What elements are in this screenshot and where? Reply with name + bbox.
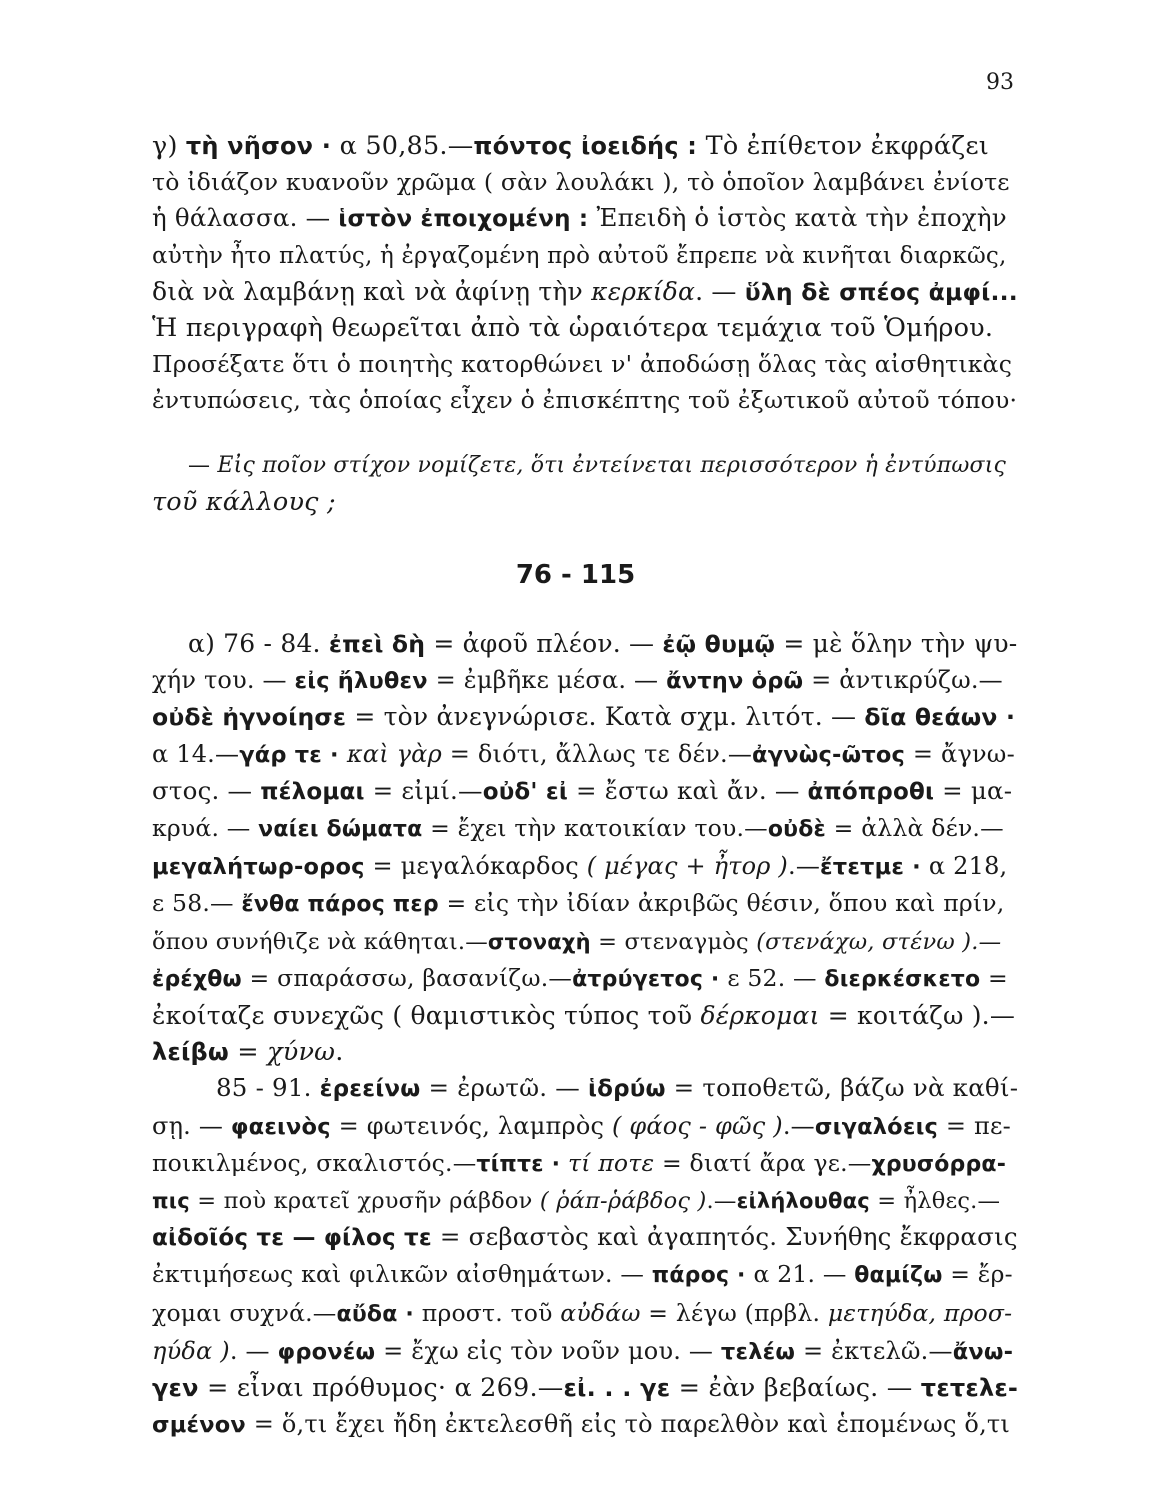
line-text: α 218, [928,852,1008,881]
line-text: Ἡ περιγραφὴ θεωρεῖται ἀπὸ τὰ ὡραιότερα τεμάχια τοῦ Ὁμήρου. [152,313,994,344]
line-text: ἡ θάλασσα. — [152,203,339,233]
page-number: 93 [986,70,1014,95]
text-line [152,1034,1018,1070]
lemma-term: τετελε- [920,1374,1019,1403]
line-text: στος. — [152,775,261,805]
text-line [152,848,1018,885]
line-text: — [188,453,218,478]
lemma-term: τελέω [720,1338,796,1365]
lemma-term: ἔνθα πάρος περ [241,892,439,918]
lemma-term: πόντος ἰοειδής : [473,132,706,160]
lemma-term: γάρ τε · [239,741,347,768]
line-text: . — [229,1336,278,1365]
text-line [152,484,1018,520]
line-text: = φωτεινός, λαμπρὸς [330,1111,612,1140]
italic-text: δέρκομαι [700,1001,820,1031]
text-line [152,1370,1018,1406]
text-line [152,1183,1018,1219]
lemma-term: ναίει δώματα [258,817,423,843]
italic-text: (στενάχω, στένω ).— [756,928,1002,955]
line-text: = τοποθετῶ, βάζω νὰ καθί- [665,1073,1019,1103]
line-text: = σεβαστὸς καὶ ἀγαπητός. Συνήθης ἔκφρασις [431,1222,1018,1252]
text-line [152,960,1018,998]
line-text: = ὅ,τι ἔχει ἤδη ἐκτελεσθῆ εἰς τὸ παρελθὸν καὶ ἑπομένως ὅ,τι [245,1410,1010,1439]
italic-text: ( φάος - φῶς ) [611,1111,783,1140]
lemma-term: φρονέω [277,1338,376,1365]
line-text: = ἀλλὰ δέν.— [826,814,1004,843]
text-line [152,274,1018,310]
lemma-term: φαεινὸς [230,1113,331,1140]
line-text: χήν του. — [152,666,295,695]
text-line [152,1295,1018,1333]
line-text: τὸ ἰδιάζον κυανοῦν χρῶμα ( σὰν λουλάκι ), τὸ ὁποῖον λαμβάνει ἐνίοτε [152,168,1010,197]
line-text: = ἐμβῆκε μέσα. — [427,666,667,695]
line-text: ἐντυπώσεις, τὰς ὁποίας εἶχεν ὁ ἐπισκέπτης τοῦ ἐξωτικοῦ αὐτοῦ τόπου· [152,386,1018,415]
line-text: 85 - 91. [216,1073,320,1103]
line-text: σῃ. — [152,1111,231,1140]
text-line [152,1333,1018,1370]
lemma-term: ἔτετμε · [820,854,929,881]
lemma-term: μεγαλήτωρ-ορος [152,854,365,881]
line-text: = διατί ἄρα γε.— [654,1148,872,1177]
lemma-term: χρυσόρρα- [871,1151,1007,1177]
lemma-term: πις [152,1189,190,1214]
lemma-term: στοναχὴ [487,929,591,954]
line-text: = μα- [934,775,1013,805]
line-text: = τὸν ἀνεγνώρισε. Κατὰ σχμ. λιτότ. — [346,702,865,732]
text-line [152,128,1018,164]
line-text: χομαι συχνά.— [152,1298,337,1327]
lemma-term: λείβω [152,1038,229,1067]
lemma-term: γεν [152,1374,199,1403]
italic-text: καὶ γὰρ [346,739,442,768]
lemma-term: αὔδα · [336,1301,422,1327]
text-line [152,998,1018,1034]
text-line [152,885,1018,923]
study-question [152,448,1018,520]
line-text: = [980,963,1008,992]
line-text: κρυά. — [152,814,259,843]
line-text: α 50,85.— [339,131,474,161]
lemma-term: πέλομαι [260,778,365,805]
lemma-term: οὐδὲ ἠγνοίησε [152,703,347,732]
line-text: = ἐκτελῶ.— [795,1336,953,1365]
line-text: = ἔστω καὶ ἄν. — [568,775,808,805]
text-line [152,310,1018,346]
lemma-term: ὕλη δὲ σπέος ἀμφί... [744,277,1018,306]
lemma-term: ἄνω- [952,1338,1014,1365]
lemma-term: εἰ. . . γε [563,1374,671,1403]
line-text: . [335,1037,344,1068]
line-text: ἐκτιμήσεως καὶ φιλικῶν αἰσθημάτων. — [152,1260,652,1289]
line-text: α) 76 - 84. [188,629,329,658]
line-text: = λέγω (πρβλ. [640,1298,828,1327]
text-line [152,346,1018,382]
text-line [152,1145,1018,1183]
line-text: Προσέξατε ὅτι ὁ ποιητὴς κατορθώνει ν' ἀποδώσῃ ὅλας τὰς αἰσθητικὰς [152,350,1013,379]
text-line [152,1219,1018,1256]
italic-text: ( μέγας + ἦτορ ) [586,852,788,881]
text-line [152,1070,1018,1107]
line-text: = ἔχω εἰς τὸν νοῦν μου. — [375,1336,721,1365]
lemma-term: τὴ νῆσον · [185,132,340,160]
text-line [152,1256,1018,1294]
lemma-term: ἄντην ὁρῶ [666,668,804,695]
line-text: = στεναγμὸς [590,928,757,955]
text-line [152,699,1018,735]
lemma-term: δῖα θεάων · [864,703,1016,732]
line-text: = πε- [938,1111,1011,1140]
line-text: = ἔρ- [942,1260,1013,1289]
italic-text: μετηύδα, προσ- [827,1298,1013,1327]
italic-text: κερκίδα [591,276,696,306]
line-text: = ἦλθες.— [869,1188,1001,1215]
text-line [152,200,1018,237]
line-text: = ἀντικρύζω.— [803,666,1003,695]
lemma-term: ἐρέχθω [152,966,242,992]
italic-text: τοῦ κάλλους ; [152,487,336,518]
lemma-term: ἱδρύω [587,1076,666,1103]
lemma-term: εἰς ἤλυθεν [294,668,428,695]
text-line [152,238,1018,274]
italic-text: αὐδάω [560,1298,641,1327]
text-line [152,736,1018,773]
line-text: = μεγαλόκαρδος [364,852,587,881]
text-line [152,810,1018,848]
line-text: Ἐπειδὴ ὁ ἱστὸς κατὰ τὴν ἐποχὴν [596,203,1007,233]
italic-text: χύνω [267,1037,336,1068]
lemma-term: οὐδὲ [767,817,826,843]
italic-text: ( ῥάπ-ῥάβδος ) [539,1188,707,1215]
text-line [152,773,1018,810]
line-text: ἐκοίταζε συνεχῶς ( θαμιστικὸς τύπος τοῦ [152,1001,701,1031]
italic-text: Εἰς ποῖον στίχον νομίζετε, ὅτι ἐντείνεται περισσότερον ἡ ἐντύπωσις [217,453,1007,478]
line-text: = ἀφοῦ πλέον. — [425,629,663,658]
lemma-term: ἱστὸν ἐποιχομένη : [338,206,597,233]
line-text: .— [782,1111,815,1140]
line-text: = σπαράσσω, βασανίζω.— [241,963,573,992]
lemma-term: αἰδοῖός τε — φίλος τε [152,1225,432,1252]
line-text: = διότι, ἄλλως τε δέν.— [441,739,753,768]
text-line [152,1406,1018,1443]
lemma-term: τίπτε · [476,1151,568,1177]
line-text: = μὲ ὅλην τὴν ψυ- [775,629,1018,658]
line-text: ὅπου συνήθιζε νὰ κάθηται.— [152,928,488,955]
commentary-block-1 [152,128,1018,419]
line-text: = εἰς τὴν ἰδίαν ἀκριβῶς θέσιν, ὅπου καὶ πρίν, [438,889,1005,918]
line-text: = ποὺ κρατεῖ χρυσῆν ράβδον [189,1188,540,1215]
line-text: α 14.— [152,739,240,768]
text-line [152,662,1018,699]
text-line [152,1108,1018,1145]
line-text: ε 58.— [152,889,242,918]
section-heading: 76 - 115 [515,560,636,590]
text-line [152,448,1018,484]
italic-text: ηύδα ) [152,1336,230,1365]
line-text: ποικιλμένος, σκαλιστός.— [152,1148,477,1177]
line-text: γ) [152,131,186,161]
line-text: = κοιτάζω ).— [819,1001,1016,1031]
line-text: προστ. τοῦ [421,1298,561,1327]
lemma-term: ἀτρύγετος · [572,966,728,992]
line-text: . — [695,276,745,306]
lemma-term: ἐπεὶ δὴ [328,630,426,658]
line-text: αὐτὴν ἦτο πλατύς, ἡ ἐργαζομένη πρὸ αὐτοῦ ἔπρεπε νὰ κινῆται διαρκῶς, [152,242,1007,269]
line-text: Τὸ ἐπίθετον ἐκφράζει [705,131,989,161]
text-line [152,924,1018,960]
line-text: διὰ νὰ λαμβάνῃ καὶ νὰ ἀφίνῃ τὴν [152,276,592,306]
lemma-term: ἐρεείνω [319,1076,421,1103]
lemma-term: θαμίζω [854,1263,943,1289]
line-text: = ἐὰν βεβαίως. — [670,1373,921,1404]
line-text: = εἰμί.— [364,775,483,805]
lemma-term: ἀγνὼς-ῶτος [752,741,906,768]
text-line [152,382,1018,418]
lemma-term: εἰλήλουθας [736,1189,870,1214]
lemma-term: ἀπόπροθι [807,778,935,805]
line-text: = εἶναι πρόθυμος· α 269.— [198,1373,564,1404]
line-text: = ἔχει τὴν κατοικίαν του.— [422,814,768,843]
lemma-term: σιγαλόεις [814,1113,939,1140]
italic-text: τί ποτε [568,1148,655,1177]
lemma-term: ἐῷ θυμῷ [662,630,776,658]
text-line [152,164,1018,200]
text-line [152,626,1018,662]
commentary-block-2 [152,626,1018,1443]
line-text: = ἄγνω- [905,739,1015,768]
lemma-term: οὐδ' εἰ [482,778,569,805]
line-text: α 21. — [753,1260,855,1289]
line-text: = [228,1037,268,1068]
lemma-term: διερκέσκετο [824,966,981,992]
lemma-term: πάρος · [651,1263,754,1289]
lemma-term: σμένον [152,1412,246,1439]
line-text: = ἐρωτῶ. — [420,1073,588,1103]
line-text: .— [706,1188,737,1215]
line-text: .— [788,852,821,881]
line-text: ε 52. — [727,963,825,992]
